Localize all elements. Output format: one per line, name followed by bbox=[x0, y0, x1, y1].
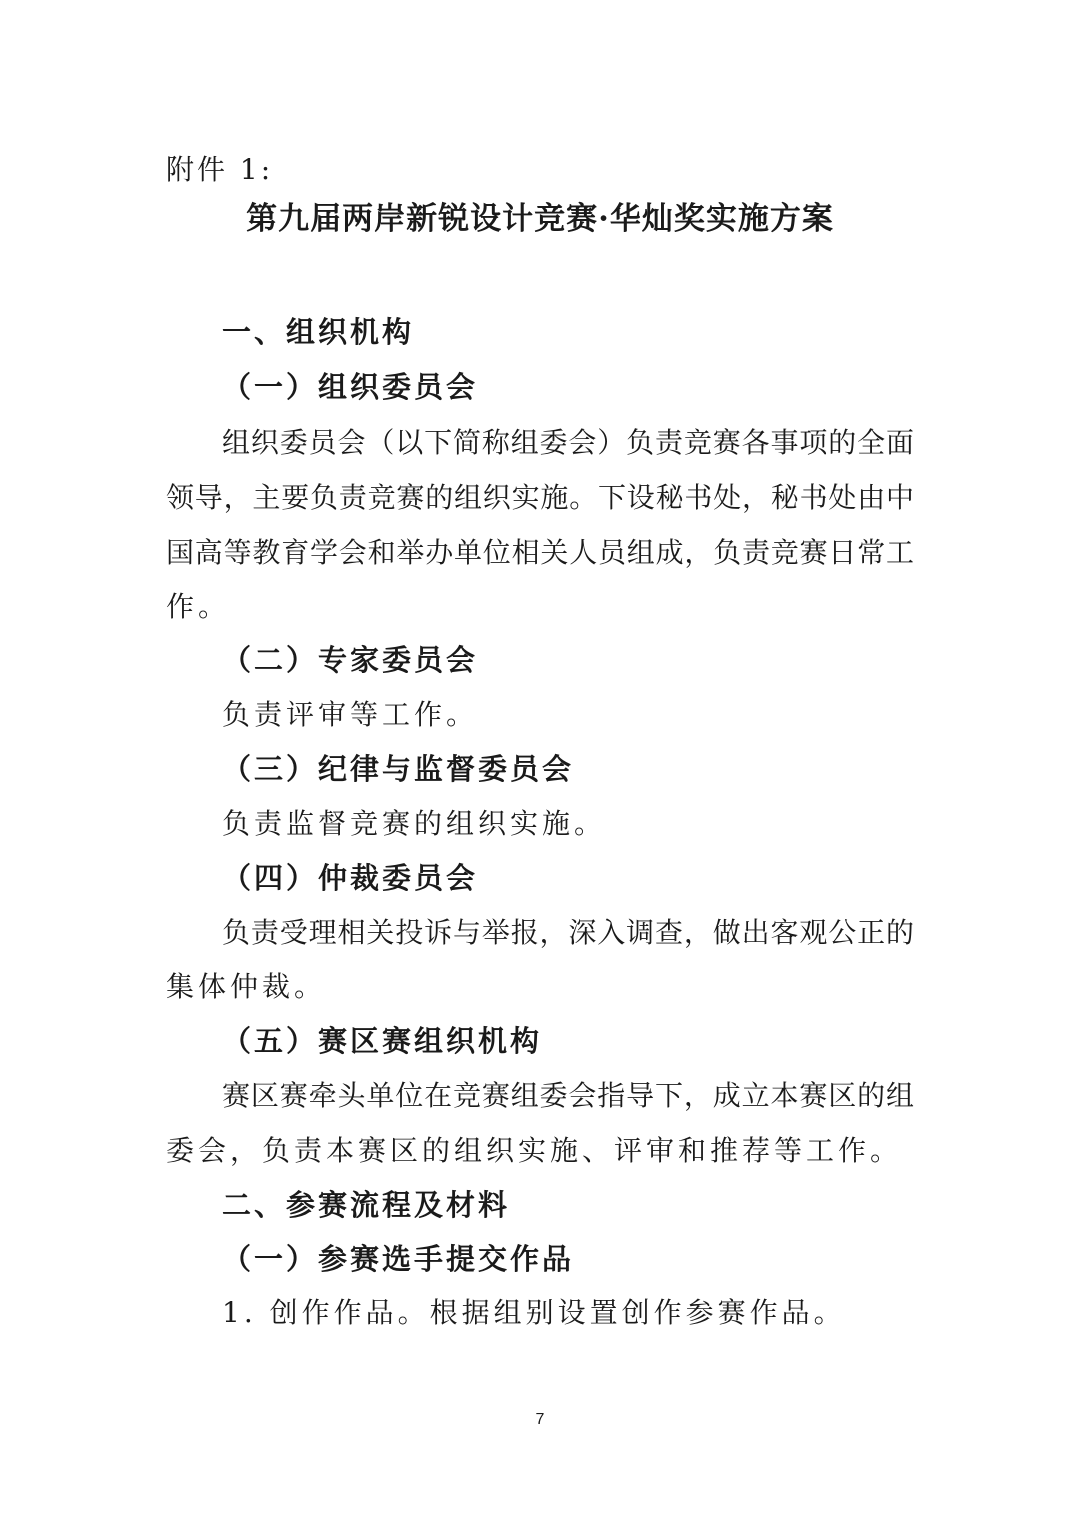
section-heading-1: 一、组织机构 bbox=[222, 315, 415, 349]
paragraph-line: 领导，主要负责竞赛的组织实施。下设秘书处，秘书处由中 bbox=[166, 481, 914, 514]
paragraph-line: 集体仲裁。 bbox=[166, 970, 327, 1003]
paragraph-line: 组织委员会（以下简称组委会）负责竞赛各事项的全面 bbox=[222, 426, 914, 459]
page-number: 7 bbox=[535, 1411, 545, 1428]
section-heading-2: 二、参赛流程及材料 bbox=[222, 1188, 511, 1222]
paragraph-line: 负责受理相关投诉与举报，深入调查，做出客观公正的 bbox=[222, 916, 914, 949]
subsection-heading-1-3: （三）纪律与监督委员会 bbox=[222, 752, 575, 786]
paragraph-line: 委会，负责本赛区的组织实施、评审和推荐等工作。 bbox=[166, 1134, 903, 1167]
paragraph-line: 赛区赛牵头单位在竞赛组委会指导下，成立本赛区的组 bbox=[222, 1079, 914, 1112]
subsection-heading-1-1: （一）组织委员会 bbox=[222, 370, 479, 404]
paragraph-line: 1. 创作作品。根据组别设置创作参赛作品。 bbox=[222, 1296, 846, 1329]
document-title: 第九届两岸新锐设计竞赛·华灿奖实施方案 bbox=[246, 201, 834, 237]
paragraph-line: 负责监督竞赛的组织实施。 bbox=[222, 807, 607, 840]
subsection-heading-1-5: （五）赛区赛组织机构 bbox=[222, 1024, 543, 1058]
paragraph-line: 国高等教育学会和举办单位相关人员组成，负责竞赛日常工 bbox=[166, 536, 914, 569]
subsection-heading-1-4: （四）仲裁委员会 bbox=[222, 861, 479, 895]
paragraph-line: 作。 bbox=[166, 590, 231, 623]
subsection-heading-2-1: （一）参赛选手提交作品 bbox=[222, 1242, 575, 1276]
subsection-heading-1-2: （二）专家委员会 bbox=[222, 643, 479, 677]
paragraph-line: 负责评审等工作。 bbox=[222, 698, 479, 731]
attachment-label: 附件 1: bbox=[166, 153, 274, 186]
